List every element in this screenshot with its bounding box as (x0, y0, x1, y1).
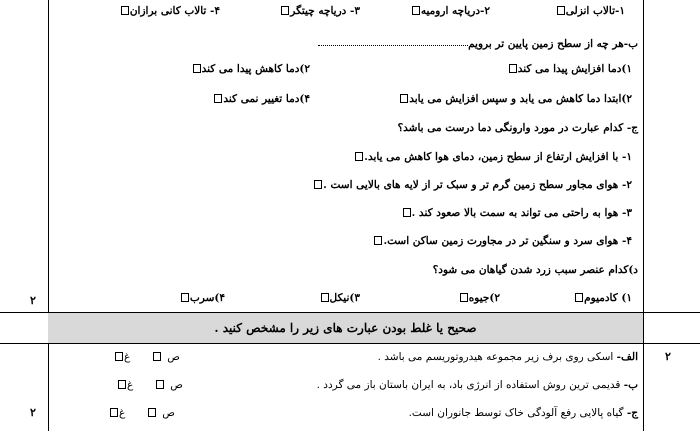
question-b-option-2[interactable] (192, 62, 310, 76)
question-j-option-4[interactable] (373, 234, 632, 248)
question-d-option-4-label: ۴)سرب (189, 292, 225, 304)
true-checkbox[interactable] (148, 408, 156, 417)
question-b-option-4-label: ۴)دما تغییر نمی کند (223, 93, 310, 105)
q1-option-4-label: ۴- تالاب کانی برازان (129, 5, 220, 17)
question-j-option-4-label: ۴- هوای سرد و سنگین تر در مجاورت زمین ساکن است. (383, 235, 632, 247)
checkbox[interactable] (281, 6, 289, 15)
question-j-option-3-label: ۳- هوا به راحتی می تواند به سمت بالا صعود کند . (411, 207, 632, 219)
checkbox[interactable] (557, 6, 565, 15)
checkbox[interactable] (509, 64, 517, 73)
true-checkbox[interactable] (156, 380, 164, 389)
q1-option-2[interactable] (411, 4, 490, 18)
false-label: غ (127, 379, 134, 391)
q1-option-3[interactable] (280, 4, 360, 18)
right-border (643, 0, 644, 431)
question-b-option-3-label: ۲)ابتدا دما کاهش می یابد و سپس افزایش می یابد (409, 93, 632, 105)
checkbox[interactable] (412, 6, 420, 15)
question-b-text: ب-هر چه از سطح زمین پایین تر برویم (468, 38, 638, 50)
question-b-option-2-label: ۲)دما کاهش پیدا می کند (201, 63, 310, 75)
checkbox[interactable] (355, 152, 363, 161)
section-title: صحیح یا غلط بودن عبارت های زیر را مشخص کنید . (214, 321, 477, 335)
checkbox[interactable] (193, 64, 201, 73)
tf-item-2-prefix: ب- (623, 379, 638, 391)
checkbox[interactable] (121, 6, 129, 15)
checkbox[interactable] (575, 293, 583, 302)
q1-option-1-label: ۱-تالاب انزلی (565, 5, 625, 17)
question-j (398, 121, 638, 135)
checkbox[interactable] (321, 293, 329, 302)
question-j-option-3[interactable] (402, 206, 632, 220)
question-b-option-4[interactable] (213, 92, 310, 106)
q1-option-1[interactable] (556, 4, 625, 18)
score-top: ۲ (30, 294, 36, 307)
checkbox[interactable] (181, 293, 189, 302)
question-b (318, 37, 638, 51)
checkbox[interactable] (374, 236, 382, 245)
checkbox[interactable] (403, 208, 411, 217)
left-border (48, 0, 49, 431)
tf-item-1 (378, 350, 638, 364)
question-b-option-1[interactable] (508, 62, 632, 76)
tf-item-1-text: اسکی روی برف زیر مجموعه هیدروتوریسم می باشد . (377, 351, 617, 363)
true-checkbox[interactable] (153, 352, 161, 361)
question-d-option-3[interactable] (320, 291, 360, 305)
false-label: غ (124, 351, 131, 363)
q1-option-4[interactable] (120, 4, 220, 18)
question-b-option-1-label: ۱)دما افزایش پیدا می کند (517, 63, 632, 75)
blank-dots (318, 37, 468, 46)
tf-item-1-answers (114, 350, 180, 364)
row-divider-bottom (0, 343, 700, 344)
tf-item-2-text: قدیمی ترین روش استفاده از انرژی باد، به ایران باستان باز می گردد . (316, 379, 624, 391)
question-d (433, 263, 638, 277)
question-d-text: د)کدام عنصر سبب زرد شدن گیاهان می شود؟ (432, 264, 638, 276)
tf-item-2 (317, 378, 638, 392)
row-number: ۲ (665, 350, 671, 363)
tf-item-3-answers (109, 406, 175, 420)
true-label: ص (167, 351, 180, 363)
false-label: غ (119, 407, 126, 419)
question-b-option-3[interactable] (399, 92, 632, 106)
false-checkbox[interactable] (110, 408, 118, 417)
question-j-option-2[interactable] (313, 178, 632, 192)
tf-item-3 (409, 406, 638, 420)
tf-item-1-prefix: الف- (616, 351, 638, 363)
score-bottom: ۲ (30, 406, 36, 419)
question-j-option-1[interactable] (354, 150, 632, 164)
false-checkbox[interactable] (118, 380, 126, 389)
question-j-text: ج- کدام عبارت در مورد وارونگی دما درست می باشد؟ (397, 122, 638, 134)
true-label: ص (170, 379, 183, 391)
checkbox[interactable] (214, 94, 222, 103)
question-d-option-2[interactable] (459, 291, 500, 305)
checkbox[interactable] (460, 293, 468, 302)
tf-item-2-answers (117, 378, 183, 392)
q1-option-2-label: ۲-دریاچه ارومیه (420, 5, 490, 17)
question-j-option-1-label: ۱- با افزایش ارتفاع از سطح زمین، دمای هوا کاهش می یابد. (364, 151, 632, 163)
q1-option-3-label: ۳- دریاچه چیتگر (290, 5, 360, 17)
question-d-option-2-label: ۲)جیوه (468, 292, 500, 304)
question-j-option-2-label: ۲- هوای مجاور سطح زمین گرم تر و سبک تر از لایه های بالایی است . (323, 179, 632, 191)
checkbox[interactable] (314, 180, 322, 189)
true-label: ص (162, 407, 175, 419)
question-d-option-3-label: ۳)نیکل (329, 292, 360, 304)
false-checkbox[interactable] (115, 352, 123, 361)
question-d-option-1[interactable] (574, 291, 632, 305)
tf-item-3-prefix: ج- (626, 407, 638, 419)
section-banner (48, 313, 643, 343)
question-d-option-4[interactable] (180, 291, 225, 305)
tf-item-3-text: گیاه پالایی رفع آلودگی خاک توسط جانوران است. (408, 407, 627, 419)
checkbox[interactable] (400, 94, 408, 103)
question-d-option-1-label: ۱) کادمیوم (584, 292, 632, 304)
